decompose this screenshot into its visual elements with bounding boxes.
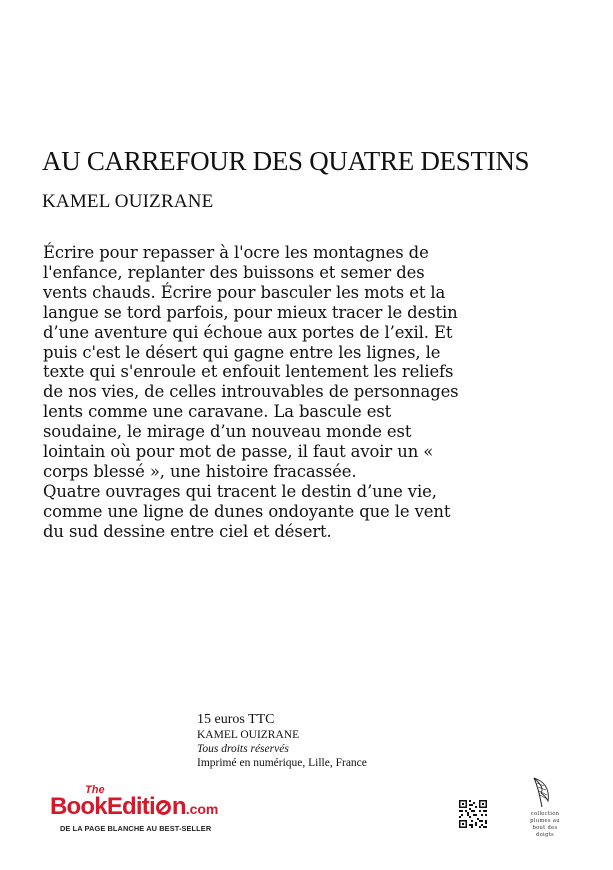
collection-label-line: doigts bbox=[536, 832, 554, 838]
collection-label-line: plumes au bbox=[530, 818, 560, 824]
logo-com-text: .com bbox=[185, 801, 219, 817]
logo-the-text: The bbox=[85, 784, 105, 796]
collection-label-line: collection bbox=[530, 811, 560, 817]
colophon-author: KAMEL OUIZRANE bbox=[197, 729, 300, 741]
collection-mark bbox=[520, 775, 570, 855]
logo-tagline: DE LA PAGE BLANCHE AU BEST-SELLER bbox=[60, 824, 212, 833]
logo-edition-end-text: n bbox=[171, 793, 186, 820]
back-cover-blurb bbox=[43, 243, 473, 542]
author-name: KAMEL OUIZRANE bbox=[42, 191, 214, 212]
logo-o-circle-icon bbox=[155, 799, 172, 816]
price: 15 euros TTC bbox=[197, 712, 275, 727]
publisher-logo bbox=[50, 784, 250, 844]
rights-notice: Tous droits réservés bbox=[197, 743, 289, 755]
feather-icon bbox=[520, 775, 570, 809]
blurb-paragraph-2: Quatre ouvrages qui tracent le destin d’une vie, comme une ligne de dunes ondoyante que le vent du sud dessine entre ciel et désert. bbox=[43, 481, 451, 541]
logo-book-text: Book bbox=[50, 793, 107, 820]
colophon bbox=[197, 711, 367, 770]
qr-code-icon bbox=[458, 799, 488, 829]
logo-edition-text: Editi bbox=[106, 793, 155, 820]
logo-wordmark bbox=[50, 793, 218, 821]
collection-label-line: bout des bbox=[532, 825, 558, 831]
blurb-paragraph-1: Écrire pour repasser à l'ocre les montagnes de l'enfance, replanter des buissons et semer des vents chauds. Écrire pour basculer les mots et la langue se tord parfois, pour mieux tracer le destin d’une aventure qui échoue aux portes de l’exil. Et puis c'est le désert qui gagne entre les lignes, le texte qui s'enroule et enfouit lentement les reliefs de nos vies, de celles introuvables de personnages lents comme une caravane. La bascule est soudaine, le mirage d’un nouveau monde est lointain où pour mot de passe, il faut avoir un « corps blessé », une histoire fracassée. bbox=[43, 243, 459, 481]
print-notice: Imprimé en numérique, Lille, France bbox=[197, 757, 367, 769]
book-title: AU CARREFOUR DES QUATRE DESTINS bbox=[42, 146, 530, 176]
collection-label bbox=[520, 811, 570, 839]
